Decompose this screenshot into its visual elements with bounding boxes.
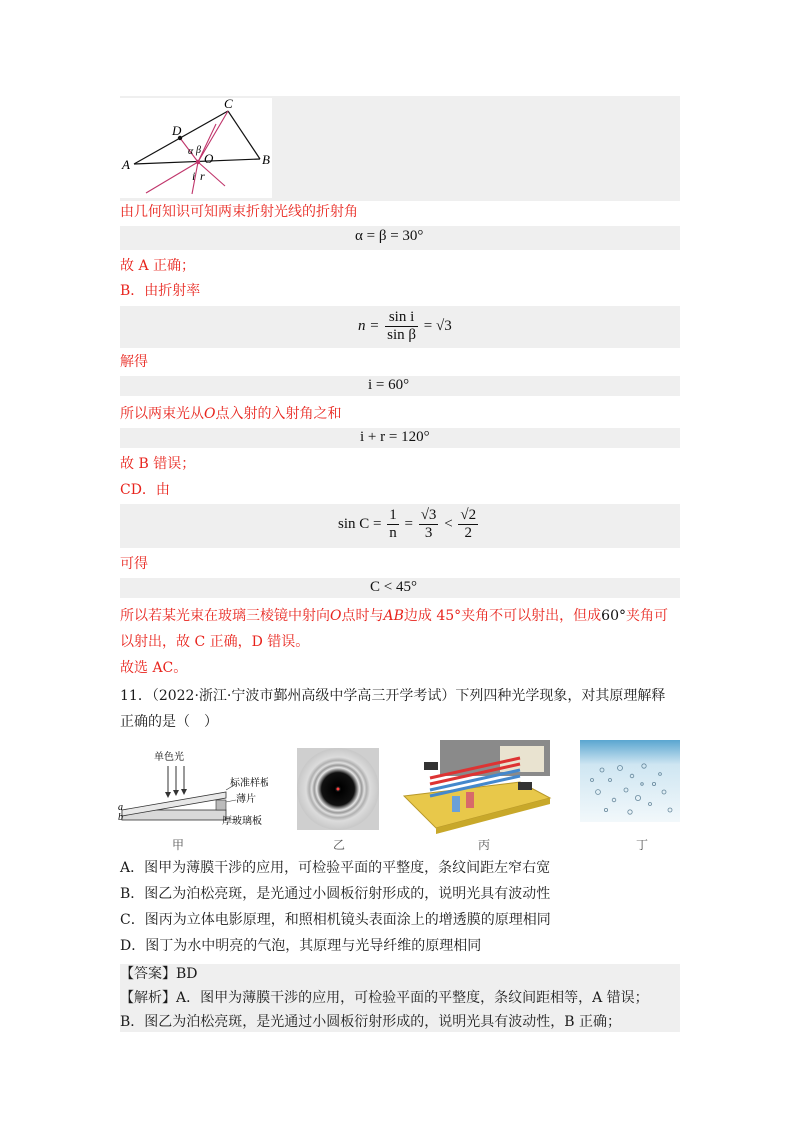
text-line-10: 以射出，故 C 正确，D 错误。 bbox=[120, 634, 310, 650]
prism-diagram bbox=[120, 98, 272, 198]
text-line-9-O: O bbox=[330, 608, 342, 624]
text-line-9d: 夹角可 bbox=[625, 608, 668, 624]
eq2-rhs: = √3 bbox=[423, 317, 452, 334]
eq5-frac3-num: √2 bbox=[460, 507, 477, 523]
caption-jia: 甲 bbox=[172, 838, 185, 852]
eq2-denominator: sin β bbox=[387, 327, 417, 343]
text-line-9c: 边成 45°夹角不可以射出，但成 bbox=[403, 608, 602, 624]
eq5-frac1-den: n bbox=[389, 525, 397, 541]
eq5-frac2-den: 3 bbox=[424, 525, 433, 541]
text-line-1: 由几何知识可知两束折射光线的折射角 bbox=[120, 204, 358, 220]
figure-bing bbox=[400, 738, 552, 834]
analysis-line-1: 【解析】A．图甲为薄膜干涉的应用，可检验平面的平整度，条纹间距相等，A 错误； bbox=[120, 990, 649, 1006]
equation-6: C < 45° bbox=[370, 579, 417, 595]
option-b: B．图乙为泊松亮斑，是光通过小圆板衍射形成的，说明光具有波动性 bbox=[120, 886, 551, 902]
question-stem-2: 正确的是（ ） bbox=[120, 714, 218, 730]
label-beta: β bbox=[196, 145, 201, 156]
bubbles-in-water-image bbox=[580, 740, 680, 822]
thin-film-diagram bbox=[118, 744, 268, 834]
label-B: B bbox=[262, 152, 270, 167]
text-line-3: B．由折射率 bbox=[120, 283, 201, 299]
label-b: b bbox=[118, 812, 123, 823]
eq2-lhs: n = bbox=[358, 317, 380, 334]
eq5-frac3 bbox=[458, 507, 478, 542]
eq2-fraction bbox=[385, 309, 418, 344]
text-line-2: 故 A 正确； bbox=[120, 258, 196, 274]
eq5-frac2-num: √3 bbox=[420, 507, 437, 523]
caption-bing: 丙 bbox=[478, 838, 491, 852]
figure-yi bbox=[297, 748, 379, 830]
eq5-frac2 bbox=[419, 507, 439, 542]
eq5-lhs: sin C = bbox=[338, 515, 382, 532]
label-A: A bbox=[122, 157, 130, 172]
caption-ding: 丁 bbox=[636, 838, 649, 852]
text-line-9-60deg: 60° bbox=[601, 608, 626, 624]
figure-jia bbox=[118, 744, 268, 834]
text-line-9 bbox=[120, 606, 668, 626]
figure-ding bbox=[580, 740, 680, 822]
label-i: i bbox=[192, 169, 196, 183]
stereo-film-diagram bbox=[400, 738, 552, 834]
label-a: a bbox=[118, 802, 123, 813]
label-thin: 薄片 bbox=[236, 794, 256, 805]
text-line-9b: 点时与 bbox=[341, 608, 384, 624]
text-line-8: 可得 bbox=[120, 556, 148, 572]
equation-1: α = β = 30° bbox=[355, 228, 424, 244]
eq5-less-than: < bbox=[444, 515, 453, 532]
eq5-equals: = bbox=[404, 515, 413, 532]
label-glass: 厚玻璃板 bbox=[222, 816, 262, 827]
text-line-6: 故 B 错误； bbox=[120, 456, 196, 472]
label-C: C bbox=[224, 98, 233, 111]
prism-figure bbox=[120, 98, 272, 198]
option-c: C．图丙为立体电影原理，和照相机镜头表面涂上的增透膜的原理相同 bbox=[120, 912, 551, 928]
text-line-9-AB: AB bbox=[383, 608, 404, 624]
question-stem-1: 11．（2022·浙江·宁波市鄞州高级中学高三开学考试）下列四种光学现象，对其原理解释 bbox=[120, 688, 666, 704]
label-alpha: α bbox=[188, 146, 194, 157]
eq5-frac1-num: 1 bbox=[389, 507, 397, 523]
text-line-5 bbox=[120, 404, 341, 424]
eq5-frac3-den: 2 bbox=[464, 525, 473, 541]
text-line-11: 故选 AC。 bbox=[120, 660, 188, 676]
equation-5 bbox=[338, 507, 480, 542]
equation-3: i = 60° bbox=[368, 377, 410, 393]
text-line-4: 解得 bbox=[120, 354, 148, 370]
label-mono: 单色光 bbox=[154, 752, 184, 763]
eq2-numerator: sin i bbox=[385, 309, 418, 327]
text-line-9a: 所以若某光束在玻璃三棱镜中射向 bbox=[120, 608, 330, 624]
equation-2 bbox=[358, 309, 452, 344]
caption-yi: 乙 bbox=[333, 838, 346, 852]
option-a: A．图甲为薄膜干涉的应用，可检验平面的平整度，条纹间距左窄右宽 bbox=[120, 860, 551, 876]
label-r: r bbox=[200, 169, 205, 183]
answer-line: 【答案】BD bbox=[120, 966, 198, 982]
option-d: D．图丁为水中明亮的气泡，其原理与光导纤维的原理相同 bbox=[120, 938, 482, 954]
poisson-spot-image bbox=[297, 748, 379, 830]
text-line-7: CD．由 bbox=[120, 482, 170, 498]
eq5-frac1 bbox=[387, 507, 399, 542]
label-D: D bbox=[172, 123, 182, 138]
text-line-5-O: O bbox=[204, 406, 216, 422]
text-line-5b: 点入射的入射角之和 bbox=[215, 406, 342, 422]
text-line-5a: 所以两束光从 bbox=[120, 406, 204, 422]
label-standard: 标准样板 bbox=[230, 778, 268, 789]
analysis-line-2: B．图乙为泊松亮斑，是光通过小圆板衍射形成的，说明光具有波动性，B 正确； bbox=[120, 1014, 622, 1030]
equation-4: i + r = 120° bbox=[360, 429, 430, 445]
label-O: O bbox=[204, 151, 214, 166]
